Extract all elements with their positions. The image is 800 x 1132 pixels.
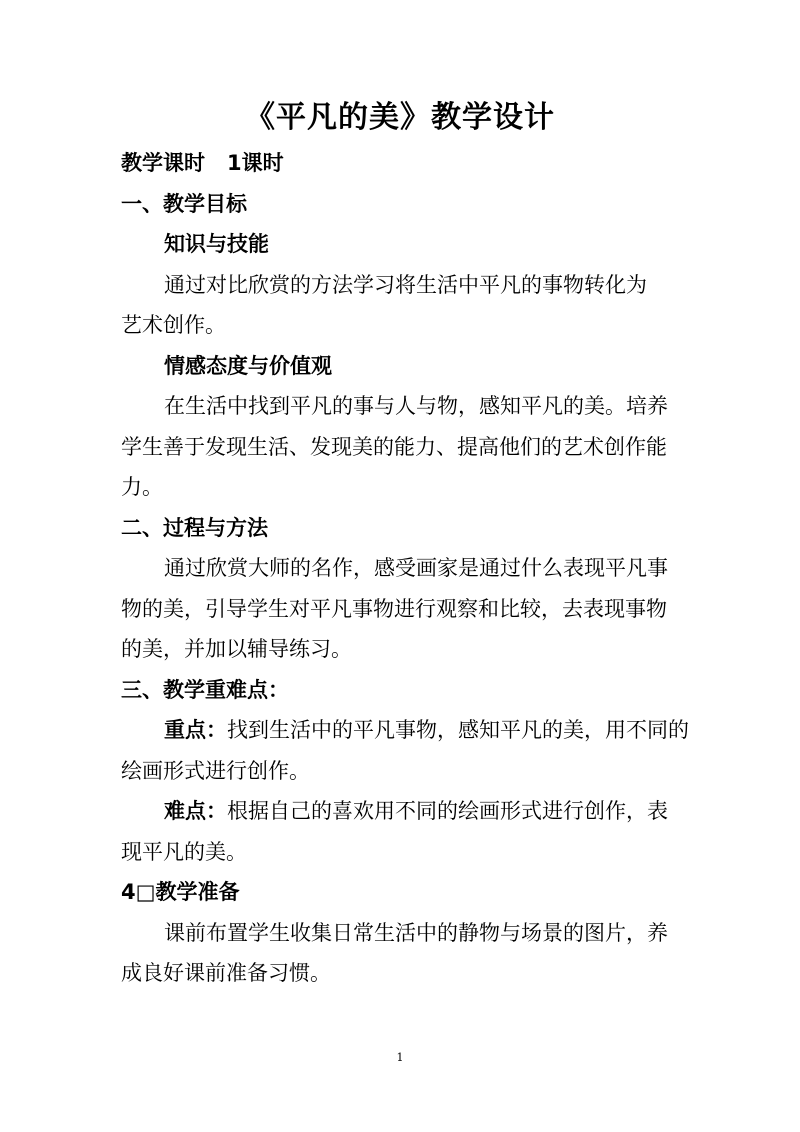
preparation-text-line-1: 课前布置学生收集日常生活中的静物与场景的图片，养: [164, 920, 668, 945]
process-method-text-line-3: 的美，并加以辅导练习。: [121, 637, 352, 661]
difficult-point-text: 根据自己的喜欢用不同的绘画形式进行创作，表: [227, 799, 668, 823]
knowledge-skills-heading: 知识与技能: [164, 232, 269, 256]
process-method-text-line-2: 物的美，引导学生对平凡事物进行观察和比较，去表现事物: [121, 596, 667, 621]
key-point-line-2: 绘画形式进行创作。: [121, 758, 310, 783]
section-1-heading: 一、教学目标: [121, 191, 247, 216]
emotion-values-text-line-2: 学生善于发现生活、发现美的能力、提高他们的艺术创作能: [121, 434, 667, 459]
section-2-heading: 二、过程与方法: [121, 515, 268, 540]
emotion-values-text-line-1: 在生活中找到平凡的事与人与物，感知平凡的美。培养: [164, 394, 668, 418]
page-number: 1: [396, 1051, 404, 1064]
emotion-values-text-line-3: 力。: [121, 475, 163, 499]
emotion-values-heading: 情感态度与价值观: [164, 353, 332, 378]
key-point-line-1: [121, 710, 689, 751]
difficult-point-label: 难点：: [164, 799, 227, 823]
key-point-text: 找到生活中的平凡事物，感知平凡的美，用不同的: [227, 718, 689, 742]
knowledge-skills-text-line-1: 通过对比欣赏的方法学习将生活中平凡的事物转化为: [164, 272, 647, 297]
key-point-label: 重点：: [164, 718, 227, 742]
process-method-text-line-1: 通过欣赏大师的名作，感受画家是通过什么表现平凡事: [164, 556, 668, 580]
knowledge-skills-text-line-2: 艺术创作。: [121, 313, 226, 337]
section-3-heading: 三、教学重难点：: [121, 677, 289, 702]
class-hours-label: 教学课时: [121, 151, 205, 175]
class-hours-line: [121, 143, 681, 184]
class-hours-value: 1课时: [227, 151, 284, 175]
preparation-text-line-2: 成良好课前准备习惯。: [121, 961, 331, 985]
section-4-heading: 4□教学准备: [121, 880, 240, 904]
difficult-point-line-1: [121, 791, 681, 832]
difficult-point-line-2: 现平凡的美。: [121, 839, 247, 864]
document-title: 《平凡的美》教学设计: [245, 100, 555, 135]
document-body: [121, 143, 689, 994]
